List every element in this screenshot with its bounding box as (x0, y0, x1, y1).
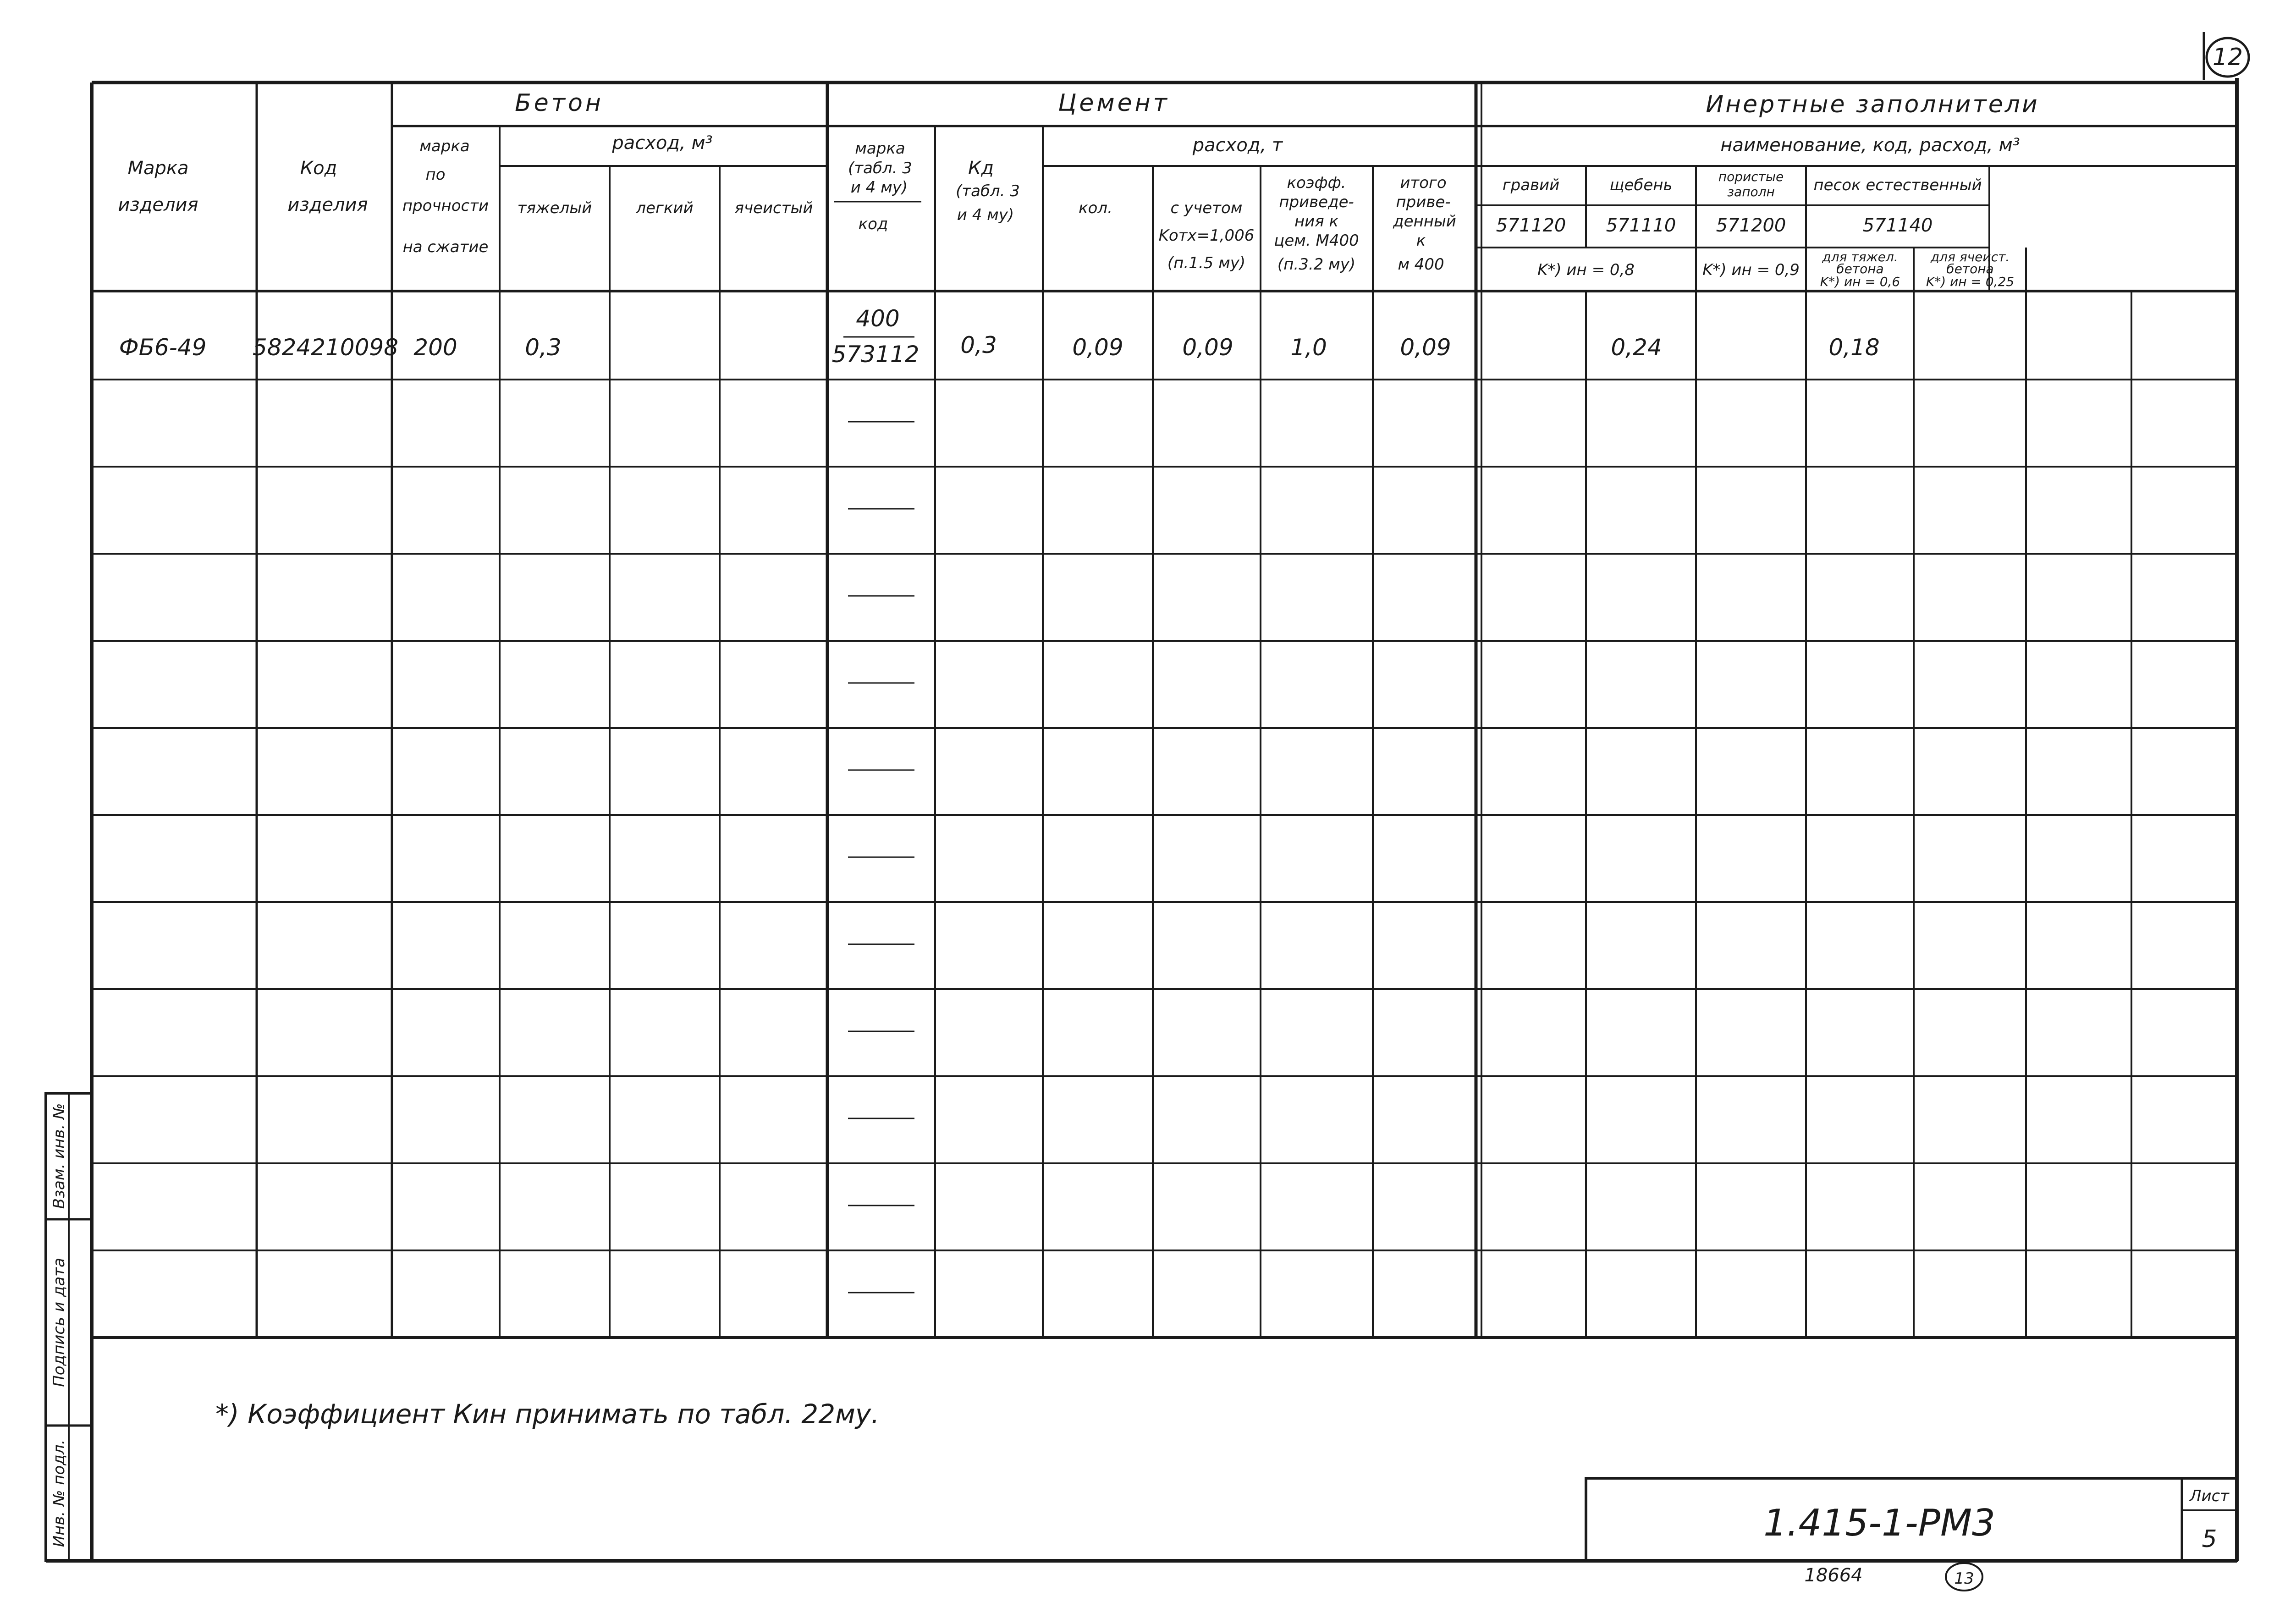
archive-number: 18664 (1804, 1565, 1863, 1586)
stamp-podpis-data: Подпись и дата (50, 1258, 68, 1387)
header-kol: кол. (1079, 199, 1112, 217)
header-itogo-1: итого (1400, 174, 1447, 192)
header-beton-marka-3: прочности (402, 197, 489, 215)
header-k-tyazh-1: для тяжел. (1822, 249, 1898, 264)
header-kd-3: и 4 му) (957, 206, 1014, 224)
header-poristye-1: пористые (1718, 169, 1784, 184)
footnote: *) Коэффициент Кин принимать по табл. 22му. (215, 1398, 880, 1430)
cell-beton-marka: 200 (413, 334, 457, 361)
corner-page-number: 12 (2212, 44, 2243, 71)
document-code: 1.415-1-РМ3 (1763, 1502, 1995, 1544)
header-tyazhely: тяжелый (517, 199, 592, 217)
header-koeff-3: ния к (1294, 212, 1339, 231)
header-beton-marka-1: марка (419, 137, 470, 155)
cell-kol: 0,09 (1072, 334, 1123, 361)
header-k-yach-3: K*) ин = 0,25 (1926, 274, 2015, 289)
header-koeff-1: коэфф. (1287, 174, 1346, 192)
header-s-uchetom-2: Kотх=1,006 (1158, 226, 1255, 245)
header-koeff-2: приведе- (1279, 193, 1354, 211)
stamp-inv-podl: Инв. № подл. (50, 1439, 68, 1547)
header-itogo-5: м 400 (1398, 255, 1444, 274)
header-kod-izdelia-1: Код (300, 158, 337, 179)
header-s-uchetom-1: с учетом (1170, 199, 1243, 217)
header-itogo-4: к (1416, 231, 1426, 250)
empty-row-dashes (848, 422, 914, 1293)
header-beton: Бетон (515, 89, 604, 117)
cell-cement-kod: 573112 (831, 341, 920, 368)
header-cement-rashod: расход, т (1192, 135, 1283, 156)
header-cement-marka-2: (табл. 3 (848, 159, 912, 177)
header-itogo-2: приве- (1396, 193, 1451, 211)
cell-kod: 5824210098 (252, 334, 399, 361)
header-k-poristye: K*) ин = 0,9 (1702, 261, 1800, 279)
header-cement-kod: код (858, 215, 888, 233)
stamp-vzam-inv: Взам. инв. № (50, 1103, 68, 1209)
header-cement-marka-1: марка (855, 139, 905, 158)
header-k-tyazh-2: бетона (1836, 261, 1884, 276)
header-gravy: гравий (1502, 176, 1560, 194)
header-inert: Инертные заполнители (1706, 91, 2039, 118)
corner-page-badge (2204, 32, 2249, 80)
header-k-tyazh-3: K*) ин = 0,6 (1820, 274, 1900, 289)
cell-cement-marka: 400 (856, 305, 900, 332)
header-marka-izdelia-1: Марка (127, 158, 189, 179)
cell-pesok: 0,18 (1828, 334, 1880, 361)
table-row (119, 305, 1880, 368)
table-header (118, 89, 2039, 289)
cell-kd: 0,3 (960, 332, 997, 358)
header-koeff-4: цем. М400 (1274, 231, 1359, 250)
header-k-gravy-shcheben: K*) ин = 0,8 (1537, 261, 1635, 279)
header-koeff-5: (п.3.2 му) (1277, 255, 1356, 274)
header-beton-marka-4: на сжатие (402, 238, 489, 256)
header-s-uchetom-3: (п.1.5 му) (1167, 254, 1246, 272)
cell-koeff: 1,0 (1290, 334, 1327, 361)
header-beton-rashod: расход, м³ (612, 132, 713, 154)
header-code-pesok: 571140 (1862, 215, 1933, 236)
header-code-poristye: 571200 (1716, 215, 1786, 236)
cell-shcheben: 0,24 (1611, 334, 1662, 361)
header-code-gravy: 571120 (1496, 215, 1566, 236)
header-poristye-2: заполн (1727, 184, 1775, 199)
sheet-frame (46, 78, 2237, 1561)
header-kd-1: Кд (968, 158, 994, 179)
table-grid (92, 83, 2237, 1338)
header-beton-marka-2: по (425, 165, 446, 184)
header-k-yach-2: бетона (1946, 261, 1994, 276)
sheet-number: 5 (2202, 1525, 2217, 1553)
header-yacheisty: ячеистый (734, 199, 813, 217)
title-block (1586, 1478, 2237, 1561)
header-k-yach-1: для ячеист. (1930, 249, 2010, 264)
header-legky: легкий (636, 199, 694, 217)
bottom-page-number: 13 (1954, 1569, 1974, 1588)
header-pesok: песок естественный (1813, 176, 1982, 194)
cell-tyazhely: 0,3 (525, 334, 562, 361)
cell-itogo: 0,09 (1400, 334, 1451, 361)
header-code-shcheben: 571110 (1606, 215, 1676, 236)
header-kd-2: (табл. 3 (956, 182, 1020, 200)
header-cement-marka-3: и 4 му) (850, 178, 908, 197)
header-itogo-3: денный (1393, 212, 1456, 231)
header-shcheben: щебень (1609, 176, 1673, 194)
cell-marka: ФБ6-49 (119, 334, 207, 361)
cell-s-uchetom: 0,09 (1182, 334, 1233, 361)
header-cement: Цемент (1058, 89, 1170, 117)
header-kod-izdelia-2: изделия (287, 194, 368, 215)
header-naimenovanie: наименование, код, расход, м³ (1720, 135, 2020, 156)
header-marka-izdelia-2: изделия (118, 194, 198, 215)
sheet-label: Лист (2189, 1487, 2230, 1505)
